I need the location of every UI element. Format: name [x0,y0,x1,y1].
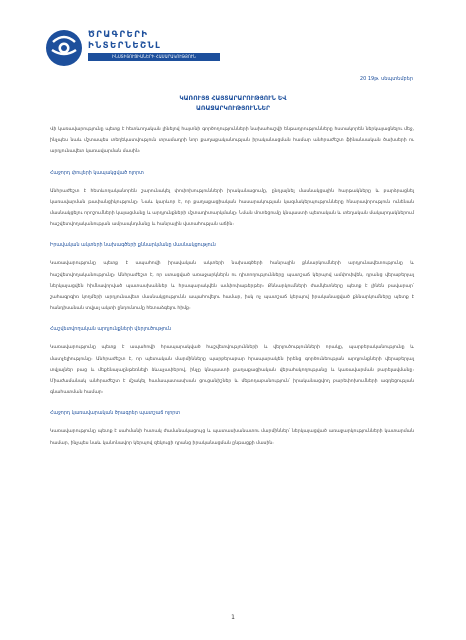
section-heading: Իրավական ակտերի նախագծերի քննարկմանը մասնակցություն [50,243,216,249]
section-heading: Հաջորդ կառավարական ծրագրեր պատշաճ ոլորտ [50,411,180,417]
section-paragraph: Կառավարությունը պետք է ապահովի հրապարակված հաշվետվությունների և վերլուծությունների որակը, պարբերականությունը և մատչելիությունը։ Անհրաժեշտ է, որ պետական մարմինները պարբերաբար հրապարակեն իրենց գործունեության արդյունքների վերաբերյալ տվյալներ բաց և մեքենայաընթեռնելի ձևաչափերով, ինչը կնպաստի քաղաքացիական վերահսկողությանը և կառավարման բարելավմանը։ Միաժամանակ անհրաժեշտ է մշակել համապատասխան ցուցանիշներ և մեթոդաբանություն՝ իրականացվող բարեփոխումների ազդեցության գնահատման համար։ [50,345,414,396]
document-title-line1: ԿԱՌՈՒՅՑ ՀԱՅՏԱՐԱՐՈՒԹՅՈՒՆ ԵՎ [179,95,287,102]
organization-name-line1: ԾՐԱԳՐԵՐԻ [88,30,149,40]
document-title-line2: ԱՌԱՋԱՐԿՈՒԹՅՈՒՆՆԵՐ [195,105,271,112]
intro-paragraph: Վի կառավարությունը պետք է հետևողական լինելով հայտնի գործողությունների նախահաշվի ենթադրությունները հստակորեն ներկայացնելու մեջ, ինչպես նաև մշտապես տեղեկատվություն տրամադրի նոր քաղաքականության իրականացման համար անհրաժեշտ ֆինանսական ծախսերի ու արդյունավետ կառավարման մասին։ [50,127,414,155]
section-paragraph: Անհրաժեշտ է հետևողականորեն շարունակել փոփոխությունների իրականացումը, ընդլայնել մասնակցային հարթակները և բարձրացնել կառավարման թափանցիկությունը։ Նաև կարևոր է, որ քաղաքացիական հասարակության կազմակերպությունները հնարավորություն ունենան մասնակցելու որոշումների կայացմանը և արդյունքների մշտադիտարկմանը։ Նման մոտեցումը կնպաստի պետական և տեղական մակարդակներում հաշվետվողականության ամրապնդմանը և հանրային վստահության աճին։ [50,188,414,228]
section-heading: Հաշվետվողական արդյունքների վերլուծություն [50,327,172,333]
section-heading: Հաջորդ փուլերի կապակցված ոլորտ [50,170,144,176]
section-paragraph: Կառավարությունը պետք է սահմանի հստակ ժամանակացույց և պատասխանատու մարմիններ՝ ներկայացված առաջարկությունների կատարման համար, ինչպես նաև կանոնավոր կերպով զեկուցի դրանց իրականացման ընթացքի մասին։ [50,429,414,446]
organization-name-line2: ԻՆՏԵՐՆԵՇՆԼ [88,41,162,51]
document-title [60,94,406,114]
organization-name [88,30,238,52]
globe-logo-icon [44,28,84,68]
document-body [50,124,414,460]
document-date: 20 19թ. սեպտեմբեր [359,76,413,82]
page-number: 1 [231,614,235,621]
organization-header [44,28,244,72]
organization-tagline: ԻՆՍՏԻՏՈՒՑԻԱՆԵՐԻ ՀԱՍԱՐԱԿՈՒԹՅՈՒՆ [88,53,220,61]
section-paragraph: Կառավարությունը պետք է ապահովի իրավական ակտերի նախագծերի հանրային քննարկումների արդյունավետությունը և հաշվետվողականությունը։ Անհրաժեշտ է, որ ստացված առաջարկներն ու դիտողությունները պատշաճ կերպով ամփոփվեն, դրանց վերաբերյալ ներկայացվեն հիմնավորված պատասխաններ և հրապարակվեն ամփոփաթերթեր։ Քննարկումների ժամկետները պետք է լինեն բավարար՝ շահագրգիռ կողմերի արդյունավետ մասնակցությունն ապահովելու համար, իսկ ոչ պատշաճ կերպով իրականացված քննարկումները պետք է հանդիսանան տվյալ ակտի ընդունումը հետաձգելու հիմք։ [50,261,414,312]
